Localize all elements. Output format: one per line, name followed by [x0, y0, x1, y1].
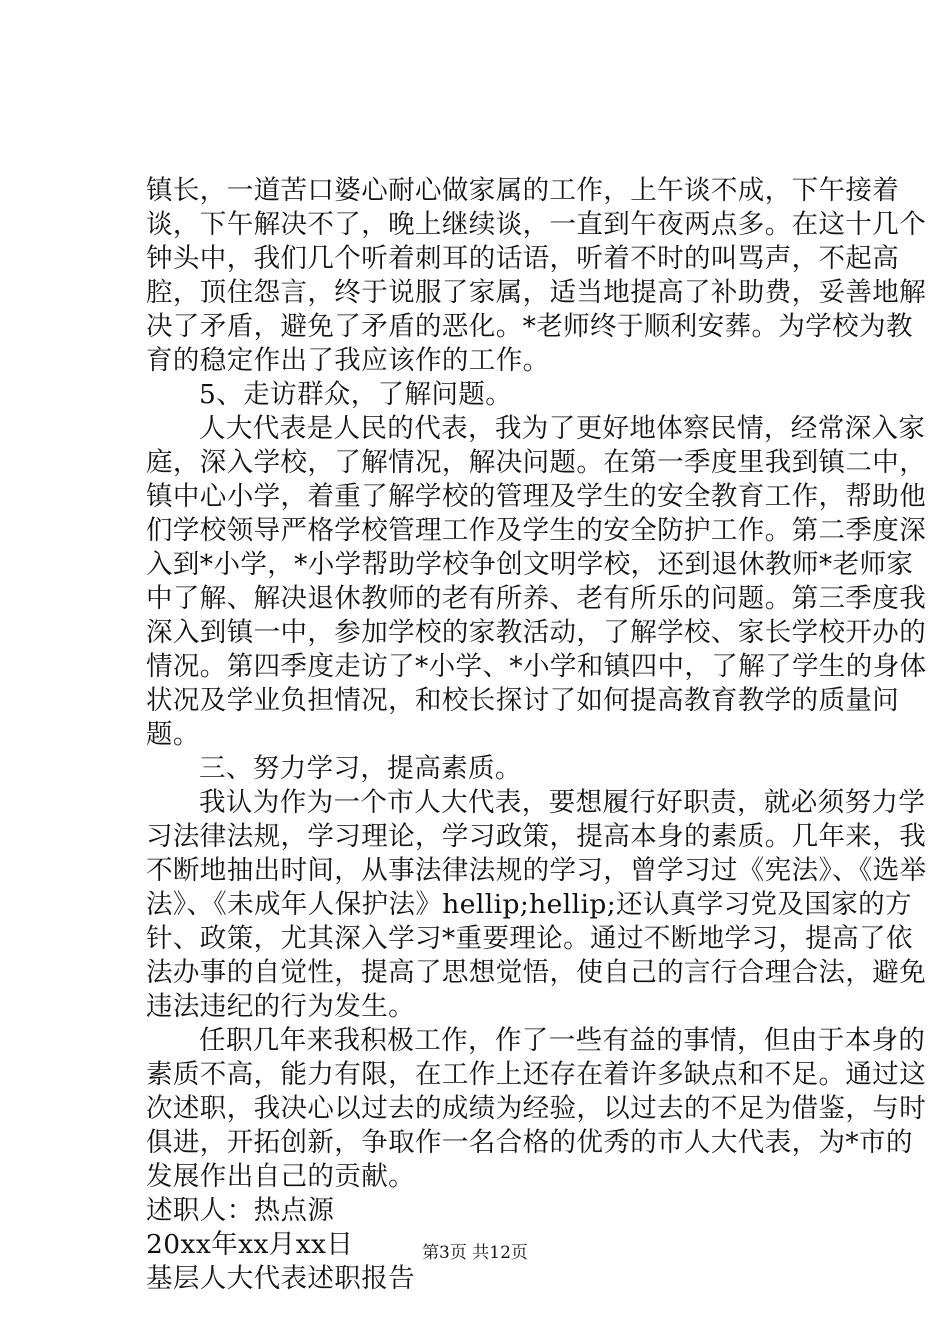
paragraph-study: 我认为作为一个市人大代表，要想履行好职责，就必须努力学习法律法规，学习理论，学习政策，提高本身的素质。几年来，我不断地抽出时间，从事法律法规的学习，曾学习过《宪法》、《选举法》、《未成年人保护法》hellip;hellip;还认真学习党及国家的方针、政策，尤其深入学习*重要理论。通过不断地学习，提高了依法办事的自觉性，提高了思想觉悟，使自己的言行合理合法，避免违法违纪的行为发生。 — [146, 787, 927, 1022]
section-heading-visit-public: 5、走访群众，了解问题。 — [199, 379, 513, 410]
page-number: 第3页 共12页 — [422, 1243, 528, 1263]
paragraph-conclusion: 任职几年来我积极工作，作了一些有益的事情，但由于本身的素质不高，能力有限，在工作上还存在着许多缺点和不足。通过这次述职，我决心以过去的成绩为经验，以过去的不足为借鉴，与时俱进，开拓创新，争取作一名合格的优秀的市人大代表，为*市的发展作出自己的贡献。 — [146, 1025, 927, 1192]
section-heading-study: 三、努力学习，提高素质。 — [199, 753, 522, 784]
document-body — [146, 174, 936, 1296]
paragraph-visits: 人大代表是人民的代表，我为了更好地体察民情，经常深入家庭，深入学校，了解情况，解决问题。在第一季度里我到镇二中，镇中心小学，着重了解学校的管理及学生的安全教育工作，帮助他们学校领导严格学校管理工作及学生的安全防护工作。第二季度深入到*小学，*小学帮助学校争创文明学校，还到退休教师*老师家中了解、解决退休教师的老有所养、老有所乐的问题。第三季度我深入到镇一中，参加学校的家教活动，了解学校、家长学校开办的情况。第四季度走访了*小学、*小学和镇四中，了解了学生的身体状况及学业负担情况，和校长探讨了如何提高教育教学的质量问题。 — [146, 413, 927, 750]
next-document-title: 基层人大代表述职报告 — [146, 1263, 415, 1294]
date-line: 20xx年xx月xx日 — [146, 1229, 354, 1260]
paragraph-continuation: 镇长，一道苦口婆心耐心做家属的工作，上午谈不成，下午接着谈，下午解决不了，晚上继续谈，一直到午夜两点多。在这十几个钟头中，我们几个听着刺耳的话语，听着不时的叫骂声，不起高腔，顶住怨言，终于说服了家属，适当地提高了补助费，妥善地解决了矛盾，避免了矛盾的恶化。*老师终于顺利安葬。为学校为教育的稳定作出了我应该作的工作。 — [146, 175, 927, 376]
signature-line: 述职人：热点源 — [146, 1195, 335, 1226]
